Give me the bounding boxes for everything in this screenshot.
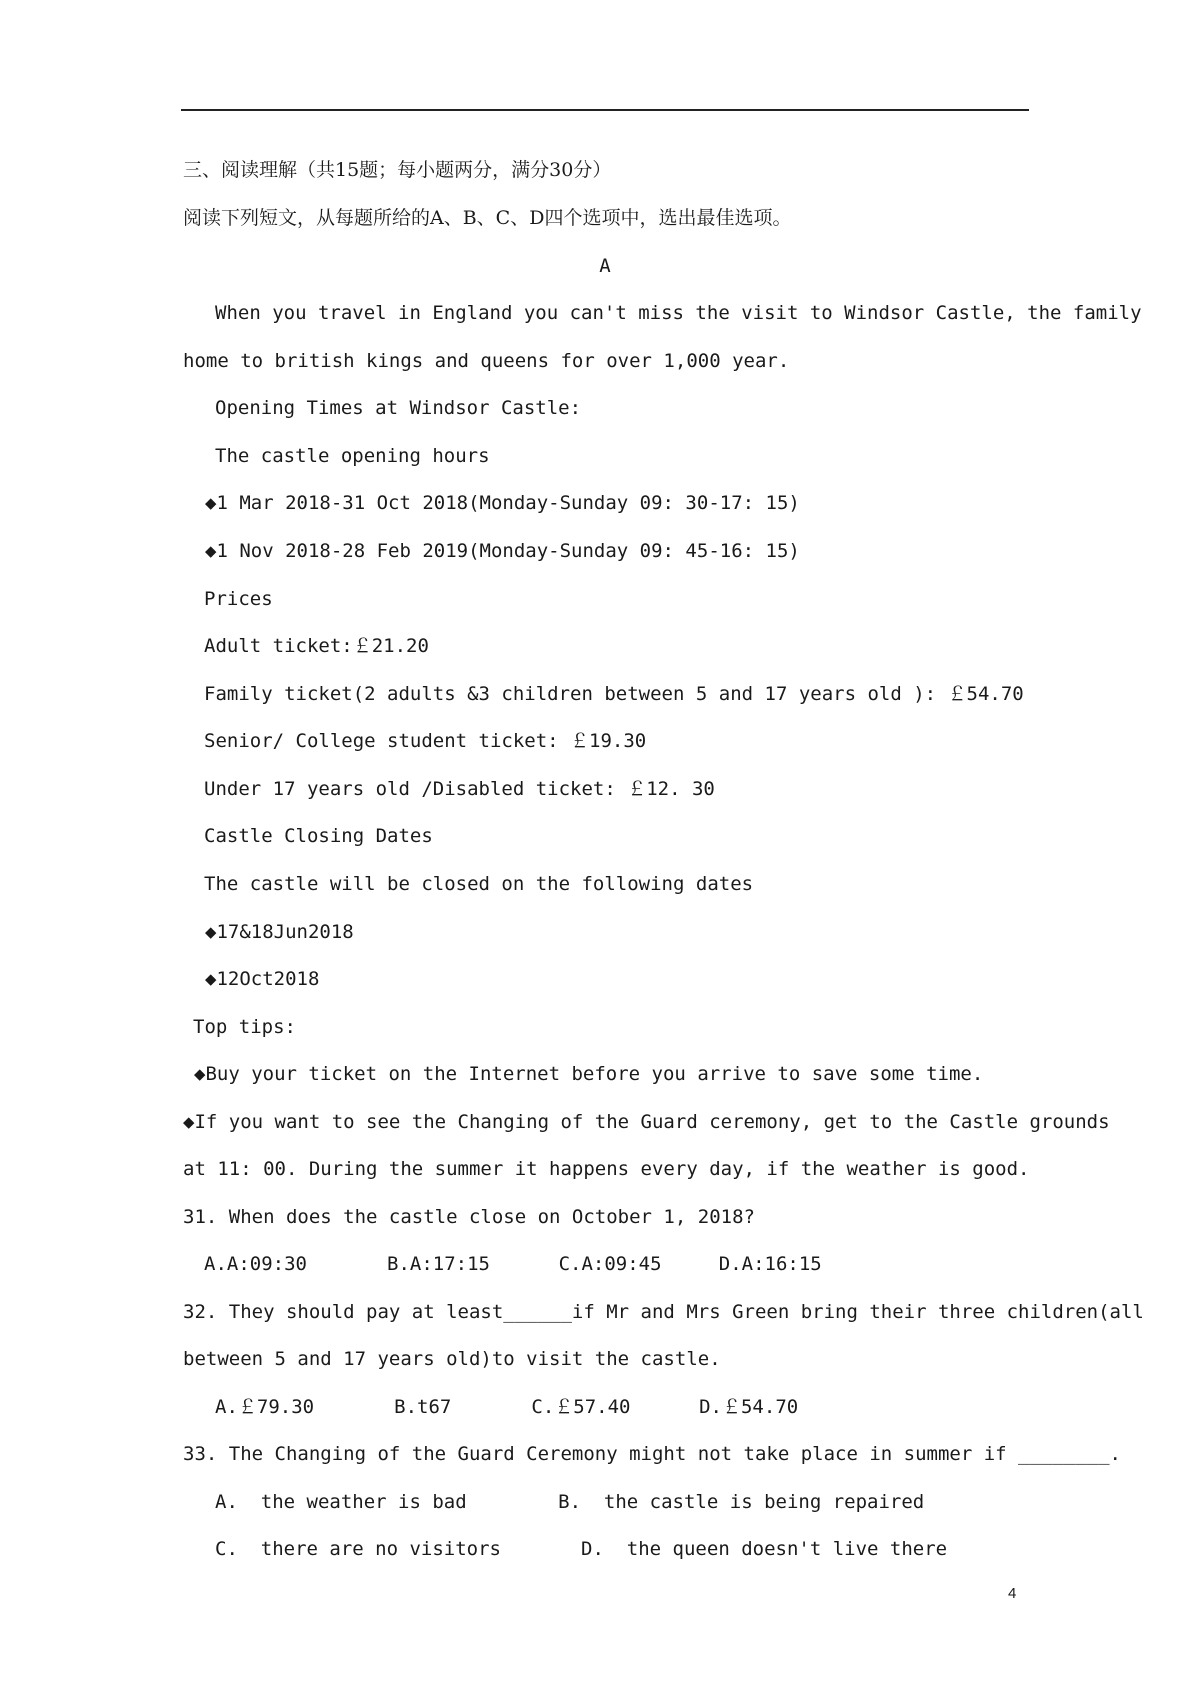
question-31: 31. When does the castle close on October 1, 2018? — [183, 1206, 755, 1228]
header-rule — [181, 109, 1029, 111]
closing-date-2: ◆12Oct2018 — [205, 968, 320, 990]
question-31-options: A.A:09:30 B.A:17:15 C.A:09:45 D.A:16:15 — [204, 1253, 822, 1275]
question-33: 33. The Changing of the Guard Ceremony might not take place in summer if ________. — [183, 1443, 1121, 1465]
price-senior: Senior/ College student ticket: ￡19.30 — [204, 730, 647, 752]
intro-line-1: When you travel in England you can't miss the visit to Windsor Castle, the family — [215, 302, 1142, 324]
passage-label: A — [599, 255, 611, 277]
opening-hours-1: ◆1 Mar 2018-31 Oct 2018(Monday-Sunday 09: 30-17: 15) — [205, 492, 800, 514]
opening-times-title: Opening Times at Windsor Castle: — [215, 397, 582, 419]
tip-1: ◆Buy your ticket on the Internet before you arrive to save some time. — [194, 1063, 984, 1085]
intro-line-2: home to british kings and queens for over 1,000 year. — [183, 350, 790, 372]
price-adult: Adult ticket:￡21.20 — [204, 635, 429, 657]
price-under17: Under 17 years old /Disabled ticket: ￡12. 30 — [204, 778, 715, 800]
page-number: 4 — [1008, 1585, 1017, 1602]
opening-hours-title: The castle opening hours — [215, 445, 490, 467]
price-family: Family ticket(2 adults &3 children between 5 and 17 years old ): ￡54.70 — [204, 683, 1024, 705]
tips-title: Top tips: — [193, 1016, 296, 1038]
closing-intro: The castle will be closed on the following dates — [204, 873, 754, 895]
section-heading: 三、阅读理解（共15题；每小题两分，满分30分） — [183, 159, 612, 181]
closing-title: Castle Closing Dates — [204, 825, 433, 847]
tip-2-line-2: at 11: 00. During the summer it happens every day, if the weather is good. — [183, 1158, 1030, 1180]
tip-2-line-1: ◆If you want to see the Changing of the Guard ceremony, get to the Castle grounds — [183, 1111, 1110, 1133]
question-32-line-2: between 5 and 17 years old)to visit the castle. — [183, 1348, 721, 1370]
question-33-options-cd: C. there are no visitors D. the queen doesn't live there — [215, 1538, 948, 1560]
instructions: 阅读下列短文，从每题所给的A、B、C、D四个选项中，选出最佳选项。 — [183, 207, 792, 229]
opening-hours-2: ◆1 Nov 2018-28 Feb 2019(Monday-Sunday 09: 45-16: 15) — [205, 540, 800, 562]
prices-title: Prices — [204, 588, 273, 610]
question-32-line-1: 32. They should pay at least______if Mr and Mrs Green bring their three children(all — [183, 1301, 1144, 1323]
question-32-options: A.￡79.30 B.t67 C.￡57.40 D.￡54.70 — [215, 1396, 799, 1418]
question-33-options-ab: A. the weather is bad B. the castle is being repaired — [215, 1491, 925, 1513]
closing-date-1: ◆17&18Jun2018 — [205, 921, 354, 943]
